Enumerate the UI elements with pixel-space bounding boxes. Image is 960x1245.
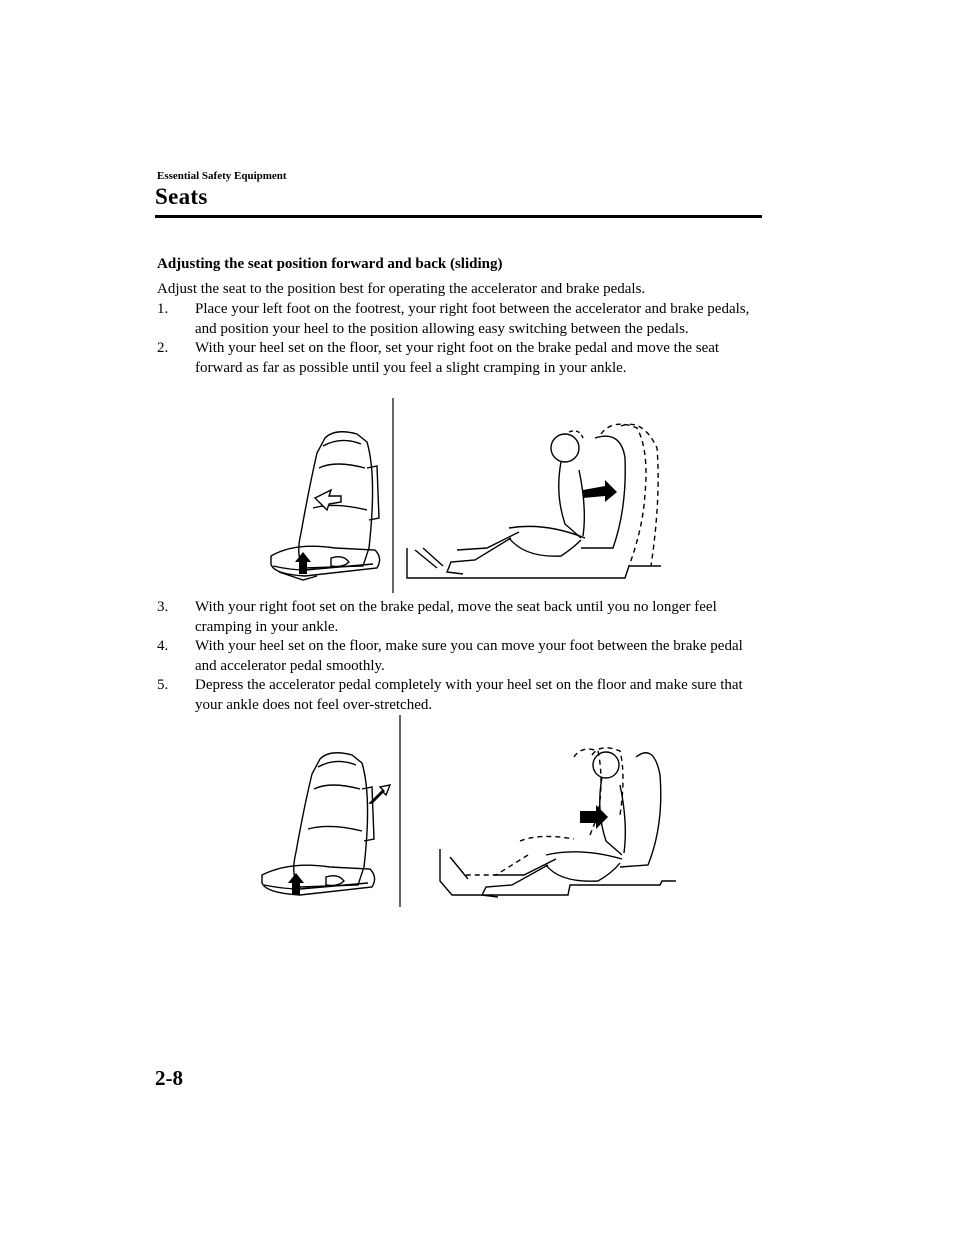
page-number: 2-8: [155, 1066, 183, 1090]
step-number: 3.: [157, 599, 169, 615]
step-text: With your heel set on the floor, set your right foot on the brake pedal and move the seat forward as far as possible until you feel a slight cramping in your ankle.: [195, 340, 720, 376]
lever-up-arrow-icon: [288, 873, 304, 895]
lever-up-arrow-icon: [295, 552, 311, 574]
intro-paragraph: Adjust the seat to the position best for operating the accelerator and brake pedals.: [157, 281, 646, 297]
step-item: [157, 637, 767, 676]
chapter-title: Seats: [155, 184, 208, 209]
step-number: 1.: [157, 301, 169, 317]
figure-seat-slide-forward: [265, 398, 665, 593]
section-label: Essential Safety Equipment: [157, 170, 287, 182]
driver-side-view: [407, 424, 661, 578]
step-number: 2.: [157, 340, 169, 356]
driver-side-view: [440, 748, 676, 897]
step-list-first: [157, 300, 767, 378]
step-item: [157, 339, 767, 378]
subheading: Adjusting the seat position forward and back (sliding): [157, 256, 503, 272]
step-item: [157, 300, 767, 339]
step-item: [157, 676, 767, 715]
step-list-second: [157, 598, 767, 715]
step-number: 4.: [157, 638, 169, 654]
step-text: Depress the accelerator pedal completely with your heel set on the floor and make sure that your ankle does not feel over-stretched.: [195, 677, 743, 713]
slide-back-arrow-icon: [370, 785, 390, 803]
step-text: With your right foot set on the brake pedal, move the seat back until you no longer feel cramping in your ankle.: [195, 599, 717, 635]
step-text: Place your left foot on the footrest, your right foot between the accelerator and brake pedals, and position your heel to the position allowing easy switching between the pedals.: [195, 301, 750, 337]
figure-seat-slide-back: [240, 715, 680, 907]
step-item: [157, 598, 767, 637]
seat-illustration: [262, 753, 375, 895]
title-rule: [155, 215, 762, 218]
step-number: 5.: [157, 677, 169, 693]
step-text: With your heel set on the floor, make sure you can move your foot between the brake pedal and accelerator pedal smoothly.: [195, 638, 743, 674]
